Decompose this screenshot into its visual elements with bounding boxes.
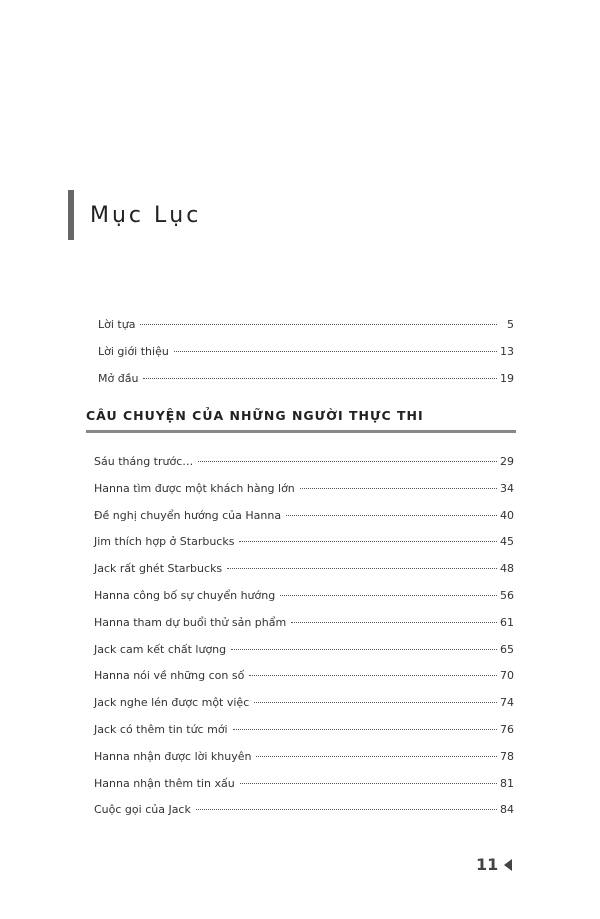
toc-entry-page: 29 xyxy=(500,455,514,468)
section-divider xyxy=(86,430,516,433)
toc-leader-dots xyxy=(291,622,497,623)
toc-entry[interactable] xyxy=(94,589,514,602)
toc-entry-title: Hanna tìm được một khách hàng lớn xyxy=(94,481,295,495)
toc-leader-dots xyxy=(240,783,497,784)
toc-entry[interactable] xyxy=(94,777,514,790)
toc-entry-title: Hanna nhận thêm tin xấu xyxy=(94,776,235,790)
toc-entry-page: 70 xyxy=(500,669,514,683)
toc-entry-title: Lời giới thiệu xyxy=(98,345,169,358)
toc-entry[interactable] xyxy=(94,750,514,763)
toc-entry-page: 61 xyxy=(500,615,514,629)
toc-leader-dots xyxy=(196,809,497,810)
toc-entry[interactable] xyxy=(98,345,514,358)
toc-leader-dots xyxy=(231,649,497,650)
toc-entry[interactable] xyxy=(94,723,514,736)
toc-entry-title: Lời tựa xyxy=(98,318,136,331)
toc-entry[interactable] xyxy=(94,803,514,816)
toc-entry-title: Jack cam kết chất lượng xyxy=(94,642,227,656)
toc-entry-title: Đề nghị chuyển hướng của Hanna xyxy=(94,508,282,522)
toc-entry-title: Jack có thêm tin tức mới xyxy=(94,723,228,736)
title-accent-bar xyxy=(68,190,74,240)
toc-entry[interactable] xyxy=(98,372,514,385)
toc-entry-title: Hanna tham dự buổi thử sản phẩm xyxy=(94,615,287,629)
toc-entry[interactable] xyxy=(94,616,514,629)
toc-leader-dots xyxy=(174,351,497,352)
toc-entry-page: 19 xyxy=(500,372,514,385)
toc-entry-page: 78 xyxy=(500,749,514,763)
toc-entry[interactable] xyxy=(98,318,514,331)
toc-leader-dots xyxy=(280,595,497,596)
toc-entry-page: 40 xyxy=(500,508,514,522)
toc-entry[interactable] xyxy=(94,643,514,656)
title-block xyxy=(68,190,201,240)
toc-leader-dots xyxy=(239,541,497,542)
toc-entry-page: 81 xyxy=(500,776,514,790)
toc-entry-page: 45 xyxy=(500,535,514,549)
toc-entry[interactable] xyxy=(94,696,514,709)
toc-entry[interactable] xyxy=(94,455,514,468)
toc-entry[interactable] xyxy=(94,482,514,495)
page-title: Mục Lục xyxy=(90,202,202,228)
toc-entry-page: 5 xyxy=(507,318,514,331)
toc-leader-dots xyxy=(256,756,497,757)
toc-entry-page: 74 xyxy=(500,696,514,710)
toc-leader-dots xyxy=(140,324,497,325)
page-number: 11 xyxy=(476,855,499,874)
toc-leader-dots xyxy=(286,515,497,516)
page-arrow-icon xyxy=(504,859,512,871)
toc-entry-title: Sáu tháng trước… xyxy=(94,455,194,468)
toc-entry-title: Cuộc gọi của Jack xyxy=(94,803,191,817)
toc-leader-dots xyxy=(300,488,497,489)
toc-entry-page: 65 xyxy=(500,642,514,656)
toc-entry-title: Jack nghe lén được một việc xyxy=(94,696,250,710)
toc-entry-title: Jim thích hợp ở Starbucks xyxy=(94,535,235,549)
toc-leader-dots xyxy=(227,568,497,569)
toc-entry[interactable] xyxy=(94,669,514,682)
toc-leader-dots xyxy=(254,702,497,703)
toc-entry[interactable] xyxy=(94,535,514,548)
toc-entry-page: 56 xyxy=(500,589,514,602)
toc-entry-title: Hanna nói về những con số xyxy=(94,669,245,683)
section-heading: CÂU CHUYỆN CỦA NHỮNG NGƯỜI THỰC THI xyxy=(86,408,424,423)
toc-entry-title: Hanna nhận được lời khuyên xyxy=(94,749,252,763)
toc-entry-title: Mở đầu xyxy=(98,372,139,385)
toc-leader-dots xyxy=(233,729,497,730)
toc-entry[interactable] xyxy=(94,562,514,575)
toc-entry-page: 13 xyxy=(500,345,514,358)
toc-entry-page: 84 xyxy=(500,803,514,817)
toc-entry-title: Jack rất ghét Starbucks xyxy=(94,562,223,576)
toc-leader-dots xyxy=(143,378,497,379)
toc-leader-dots xyxy=(249,675,497,676)
toc-entry-page: 76 xyxy=(500,723,514,736)
toc-leader-dots xyxy=(198,461,497,462)
toc-entry-page: 34 xyxy=(500,481,514,495)
toc-entry-title: Hanna công bố sự chuyển hướng xyxy=(94,589,276,602)
toc-entry-page: 48 xyxy=(500,562,514,576)
toc-entry[interactable] xyxy=(94,509,514,522)
